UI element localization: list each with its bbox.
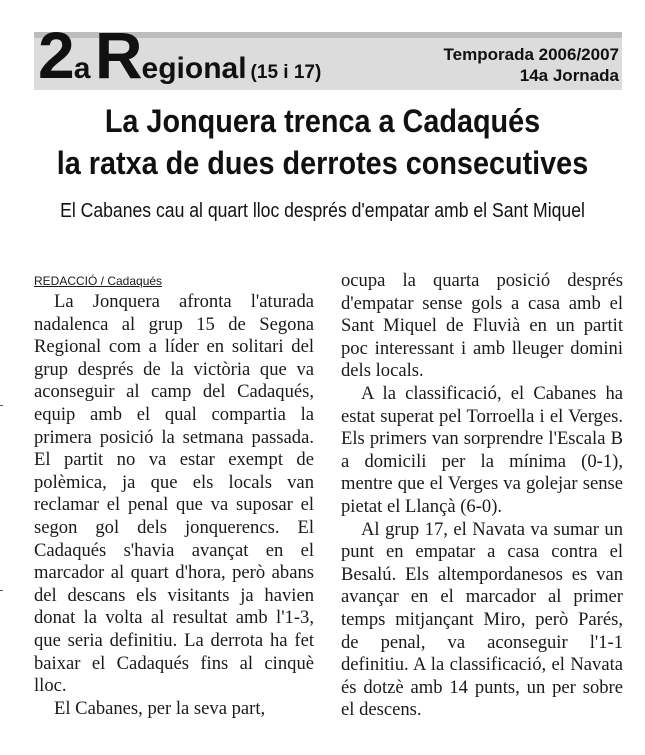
paragraph-2-continued: ocupa la quarta posició després d'empatar sense gols a casa amb el Sant Miquel de Fluvià en un partit poc interessant i amb lleuger domini dels locals.	[341, 270, 623, 382]
page-edge-mark	[0, 405, 3, 406]
paragraph-2-start: El Cabanes, per la seva part,	[54, 697, 266, 719]
season-label: Temporada 2006/2007	[443, 45, 619, 64]
section-number-suffix: a	[73, 52, 91, 85]
section-initial: R	[94, 18, 142, 92]
section-title	[38, 20, 321, 108]
headline-line-1: La Jonquera trenca a Cadaqués	[104, 103, 541, 139]
subheadline: El Cabanes cau al quart lloc després d'empatar amb el Sant Miquel	[60, 200, 585, 222]
paragraph-1: La Jonquera afronta l'aturada nadalenca al grup 15 de Segona Regional com a líder en solitari del grup després de la victòria que va aconseguir al camp del Cadaqués, equip amb el qual compartia la primera posició la setmana passada. El partit no va estar exempt de polèmica, ja que els locals van reclamar el penal que va suposar el segon gol dels jonquerencs. El Cadaqués s'havia avançat en el marcador al quart d'hora, però abans del descans els visitants ja havien donat la volta al resultat amb l'1-3, que seria definitiu. La derrota ha fet baixar el Cadaqués fins al cinquè lloc.	[34, 291, 314, 697]
section-word: egional	[141, 52, 247, 85]
round-label: 14a Jornada	[519, 66, 619, 85]
headline	[32, 100, 613, 184]
season-info	[444, 44, 619, 86]
article-column-1	[34, 273, 314, 720]
paragraph-4: Al grup 17, el Navata va sumar un punt en empatar a casa contra el Besalú. Els altempordanesos es van avançar en el marcador al primer temps mitjançant Miro, però Parés, de penal, va aconseguir l'1-1 definitiu. A la classificació, el Navata és dotzè amb 14 punts, un per sobre el descens.	[341, 518, 623, 721]
paragraph-3: A la classificació, el Cabanes ha estat superat pel Torroella i el Verges. Els primers van sorprendre l'Escala B a domicili per la mínima (0-1), mentre que el Verges va golejar sense pietat el Llançà (6-0).	[341, 382, 623, 517]
article-column-2	[341, 270, 623, 722]
section-number: 2	[38, 18, 74, 92]
headline-line-2: la ratxa de dues derrotes consecutives	[56, 145, 589, 181]
section-groups: (15 i 17)	[250, 62, 322, 83]
byline: REDACCIÓ / Cadaqués	[34, 274, 163, 288]
page-edge-mark	[0, 590, 3, 591]
